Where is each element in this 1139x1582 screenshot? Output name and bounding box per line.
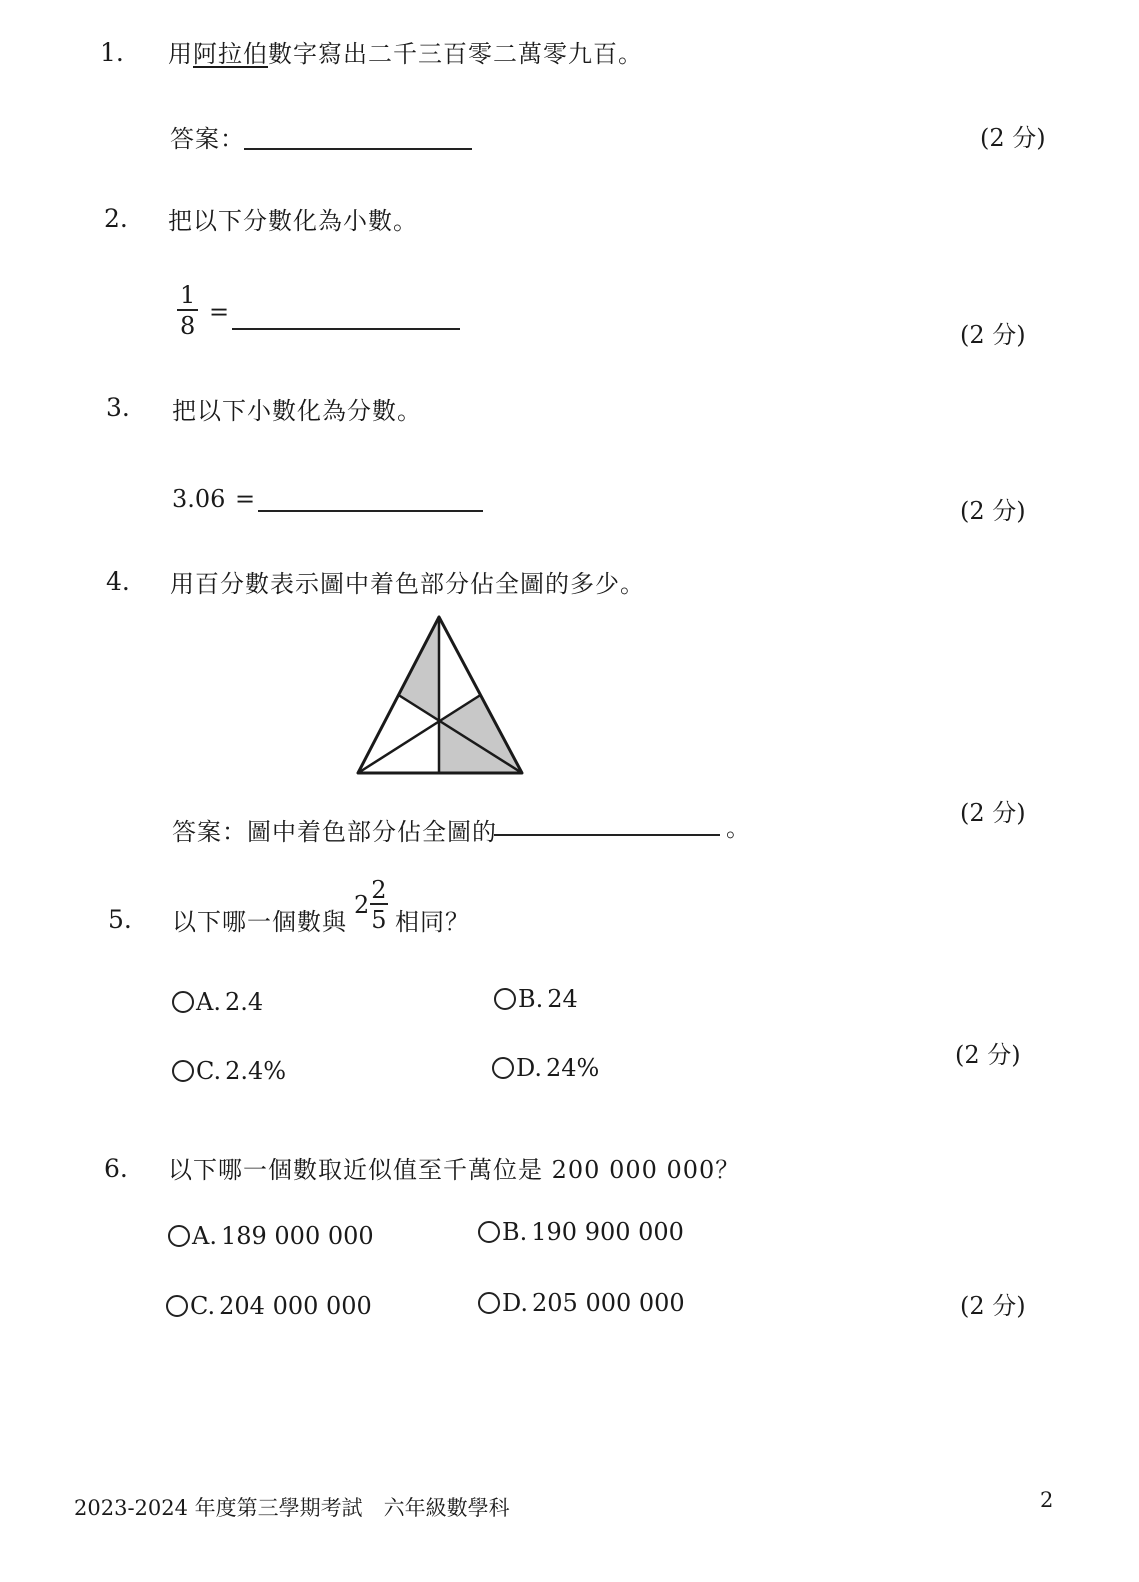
q4-answer-blank[interactable] bbox=[494, 834, 720, 836]
q3-marks: (2 分) bbox=[960, 497, 1026, 525]
q3-number: 3. bbox=[106, 393, 130, 422]
q1-number: 1. bbox=[100, 38, 124, 67]
q5-option-c[interactable] bbox=[172, 1057, 286, 1085]
q2-denominator: 8 bbox=[180, 312, 196, 340]
q5-option-d-value: 24% bbox=[546, 1054, 600, 1082]
q5-option-c-value: 2.4% bbox=[225, 1057, 287, 1085]
q5-option-a-label: A. bbox=[196, 988, 221, 1016]
q3-equals: = bbox=[235, 485, 256, 513]
q1-text-pre: 用 bbox=[168, 40, 193, 68]
q6-option-a-value: 189 000 000 bbox=[220, 1222, 374, 1250]
q2-numerator: 1 bbox=[177, 283, 198, 311]
q1-marks: (2 分) bbox=[980, 124, 1046, 152]
q1-answer-label: 答案： bbox=[170, 125, 245, 153]
q6-option-d-label: D. bbox=[502, 1289, 529, 1317]
q4-number: 4. bbox=[106, 567, 130, 596]
q5-option-b[interactable] bbox=[494, 985, 578, 1013]
q5-mixed-number bbox=[354, 878, 388, 932]
q5-option-c-radio[interactable] bbox=[172, 1060, 194, 1082]
q6-option-d-radio[interactable] bbox=[478, 1292, 500, 1314]
q4-answer-label: 答案：圖中着色部分佔全圖的 bbox=[172, 818, 497, 846]
footer-page-number: 2 bbox=[1040, 1488, 1054, 1512]
q6-option-c-value: 204 000 000 bbox=[219, 1292, 372, 1320]
q4-marks: (2 分) bbox=[960, 799, 1026, 827]
q6-option-c-radio[interactable] bbox=[166, 1295, 188, 1317]
q4-text: 用百分數表示圖中着色部分佔全圖的多少。 bbox=[170, 570, 645, 598]
q5-option-a-value: 2.4 bbox=[224, 988, 264, 1016]
q3-value: 3.06 bbox=[172, 485, 226, 513]
q5-marks: (2 分) bbox=[955, 1041, 1021, 1069]
q5-text-post: 相同？ bbox=[395, 908, 470, 936]
q1-text bbox=[168, 34, 643, 69]
q6-option-b[interactable] bbox=[478, 1218, 684, 1246]
q5-option-d-radio[interactable] bbox=[492, 1057, 514, 1079]
q4-shaded-region-left bbox=[399, 617, 440, 721]
q1-text-underlined: 阿拉伯 bbox=[193, 40, 268, 68]
q5-number: 5. bbox=[108, 905, 132, 934]
q2-equals: = bbox=[209, 298, 230, 326]
q6-option-a-radio[interactable] bbox=[168, 1225, 190, 1247]
q6-option-a[interactable] bbox=[168, 1222, 374, 1250]
q5-numerator: 2 bbox=[371, 876, 387, 904]
q6-option-d[interactable] bbox=[478, 1289, 685, 1317]
q5-denominator: 5 bbox=[371, 906, 387, 934]
q6-option-a-label: A. bbox=[192, 1222, 217, 1250]
q2-fraction bbox=[177, 281, 198, 338]
q6-option-d-value: 205 000 000 bbox=[532, 1289, 685, 1317]
q6-number: 6. bbox=[104, 1154, 128, 1183]
q5-option-b-label: B. bbox=[518, 985, 544, 1013]
q6-option-b-radio[interactable] bbox=[478, 1221, 500, 1243]
q4-triangle-diagram bbox=[340, 605, 540, 785]
q5-option-b-value: 24 bbox=[547, 985, 578, 1013]
q6-option-b-value: 190 900 000 bbox=[531, 1218, 684, 1246]
q2-marks: (2 分) bbox=[960, 321, 1026, 349]
q5-whole: 2 bbox=[354, 891, 370, 919]
q1-answer-blank[interactable] bbox=[244, 148, 472, 150]
q3-text: 把以下小數化為分數。 bbox=[172, 397, 422, 425]
q6-marks: (2 分) bbox=[960, 1292, 1026, 1320]
q5-text-pre: 以下哪一個數與 bbox=[172, 908, 347, 936]
q5-option-d-label: D. bbox=[516, 1054, 543, 1082]
q5-option-d[interactable] bbox=[492, 1054, 599, 1082]
q2-answer-blank[interactable] bbox=[232, 328, 460, 330]
q6-option-b-label: B. bbox=[502, 1218, 528, 1246]
q5-option-c-label: C. bbox=[196, 1057, 222, 1085]
q5-option-a-radio[interactable] bbox=[172, 991, 194, 1013]
q4-answer-end: 。 bbox=[726, 814, 751, 842]
q1-text-post: 數字寫出二千三百零二萬零九百。 bbox=[268, 40, 643, 68]
footer-exam-title: 2023-2024 年度第三學期考試 六年級數學科 bbox=[74, 1496, 510, 1520]
q2-number: 2. bbox=[104, 204, 128, 233]
q6-text: 以下哪一個數取近似值至千萬位是 200 000 000？ bbox=[168, 1156, 741, 1184]
q3-answer-blank[interactable] bbox=[258, 510, 483, 512]
q5-option-b-radio[interactable] bbox=[494, 988, 516, 1010]
q6-option-c-label: C. bbox=[190, 1292, 216, 1320]
q6-option-c[interactable] bbox=[166, 1292, 372, 1320]
q5-option-a[interactable] bbox=[172, 988, 263, 1016]
q2-text: 把以下分數化為小數。 bbox=[168, 207, 418, 235]
